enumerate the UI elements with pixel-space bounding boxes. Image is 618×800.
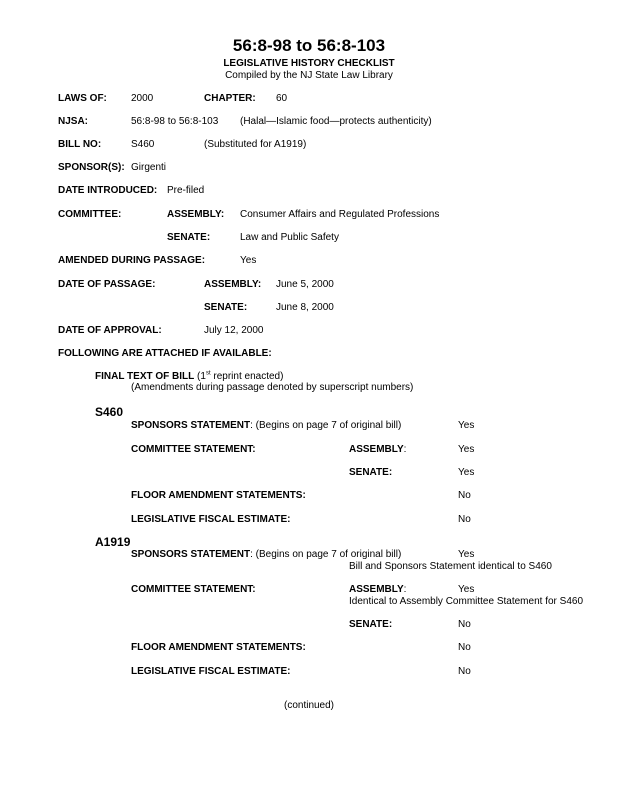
date-introduced-value: Pre-filed	[167, 185, 205, 196]
committee-assembly-label: ASSEMBLY:	[167, 209, 225, 220]
passage-assembly-label: ASSEMBLY:	[204, 279, 262, 290]
a1919-sponsors-statement-extra: Bill and Sponsors Statement identical to S460	[349, 561, 552, 572]
s460-committee-assembly-colon: :	[403, 444, 407, 455]
a1919-committee-assembly-colon: :	[403, 584, 407, 595]
a1919-committee-assembly	[349, 584, 406, 596]
a1919-fiscal-value: No	[458, 666, 471, 677]
sponsors-label: SPONSOR(S):	[58, 162, 125, 173]
a1919-committee-assembly-extra: Identical to Assembly Committee Statement for S460	[349, 596, 583, 607]
s460-fiscal-value: No	[458, 514, 471, 525]
chapter-value: 60	[276, 93, 288, 104]
chapter-label: CHAPTER:	[204, 93, 256, 104]
a1919-committee-assembly-value: Yes	[458, 584, 475, 595]
s460-sponsors-statement-note: : (Begins on page 7 of original bill)	[250, 420, 402, 431]
bill-no-label: BILL NO:	[58, 139, 102, 150]
passage-assembly-value: June 5, 2000	[276, 279, 334, 290]
bill-no-note: (Substituted for A1919)	[204, 139, 307, 150]
passage-label: DATE OF PASSAGE:	[58, 279, 156, 290]
s460-committee-assembly	[349, 444, 406, 456]
s460-sponsors-statement	[131, 420, 401, 432]
final-text-paren-rest: reprint enacted)	[210, 371, 284, 382]
passage-senate-value: June 8, 2000	[276, 302, 334, 313]
s460-committee-statement-label: COMMITTEE STATEMENT:	[131, 444, 256, 455]
amended-value: Yes	[240, 255, 257, 266]
continued-note: (continued)	[283, 700, 335, 711]
amended-label: AMENDED DURING PASSAGE:	[58, 255, 206, 266]
a1919-floor-value: No	[458, 642, 471, 653]
s460-committee-senate-value: Yes	[458, 467, 475, 478]
njsa-label: NJSA:	[58, 116, 89, 127]
s460-heading: S460	[95, 405, 124, 419]
a1919-sponsors-statement-value: Yes	[458, 549, 475, 560]
a1919-committee-statement-label: COMMITTEE STATEMENT:	[131, 584, 256, 595]
a1919-sponsors-statement-label: SPONSORS STATEMENT	[131, 549, 251, 560]
laws-of-label: LAWS OF:	[58, 93, 107, 104]
a1919-sponsors-statement-note: : (Begins on page 7 of original bill)	[250, 549, 402, 560]
compiled-by: Compiled by the NJ State Law Library	[225, 70, 393, 81]
final-text-paren-open: (1	[197, 371, 206, 382]
njsa-note: (Halal—Islamic food—protects authenticity)	[240, 116, 432, 127]
s460-sponsors-statement-label: SPONSORS STATEMENT	[131, 420, 251, 431]
committee-senate-value: Law and Public Safety	[240, 232, 339, 243]
bill-no-value: S460	[131, 139, 155, 150]
committee-assembly-value: Consumer Affairs and Regulated Professions	[240, 209, 440, 220]
a1919-committee-assembly-label: ASSEMBLY	[349, 584, 404, 595]
committee-label: COMMITTEE:	[58, 209, 122, 220]
approval-value: July 12, 2000	[204, 325, 264, 336]
a1919-sponsors-statement	[131, 549, 401, 561]
a1919-committee-senate-value: No	[458, 619, 471, 630]
njsa-value: 56:8-98 to 56:8-103	[131, 116, 219, 127]
sponsors-value: Girgenti	[131, 162, 167, 173]
final-text-label: FINAL TEXT OF BILL	[95, 371, 195, 382]
following-label: FOLLOWING ARE ATTACHED IF AVAILABLE:	[58, 348, 272, 359]
a1919-heading: A1919	[95, 535, 131, 549]
date-introduced-label: DATE INTRODUCED:	[58, 185, 158, 196]
s460-committee-assembly-value: Yes	[458, 444, 475, 455]
s460-sponsors-statement-value: Yes	[458, 420, 475, 431]
approval-label: DATE OF APPROVAL:	[58, 325, 162, 336]
laws-of-value: 2000	[131, 93, 154, 104]
s460-committee-assembly-label: ASSEMBLY	[349, 444, 404, 455]
a1919-fiscal-label: LEGISLATIVE FISCAL ESTIMATE:	[131, 666, 291, 677]
committee-senate-label: SENATE:	[167, 232, 211, 243]
s460-fiscal-label: LEGISLATIVE FISCAL ESTIMATE:	[131, 514, 291, 525]
final-text-sup: st	[205, 370, 211, 377]
a1919-floor-label: FLOOR AMENDMENT STATEMENTS:	[131, 642, 306, 653]
final-text-note: (Amendments during passage denoted by superscript numbers)	[131, 382, 414, 393]
a1919-committee-senate-label: SENATE:	[349, 619, 393, 630]
s460-floor-label: FLOOR AMENDMENT STATEMENTS:	[131, 490, 306, 501]
checklist-subtitle: LEGISLATIVE HISTORY CHECKLIST	[223, 58, 395, 69]
s460-committee-senate-label: SENATE:	[349, 467, 393, 478]
s460-floor-value: No	[458, 490, 471, 501]
page-title: 56:8-98 to 56:8-103	[232, 36, 386, 55]
passage-senate-label: SENATE:	[204, 302, 248, 313]
